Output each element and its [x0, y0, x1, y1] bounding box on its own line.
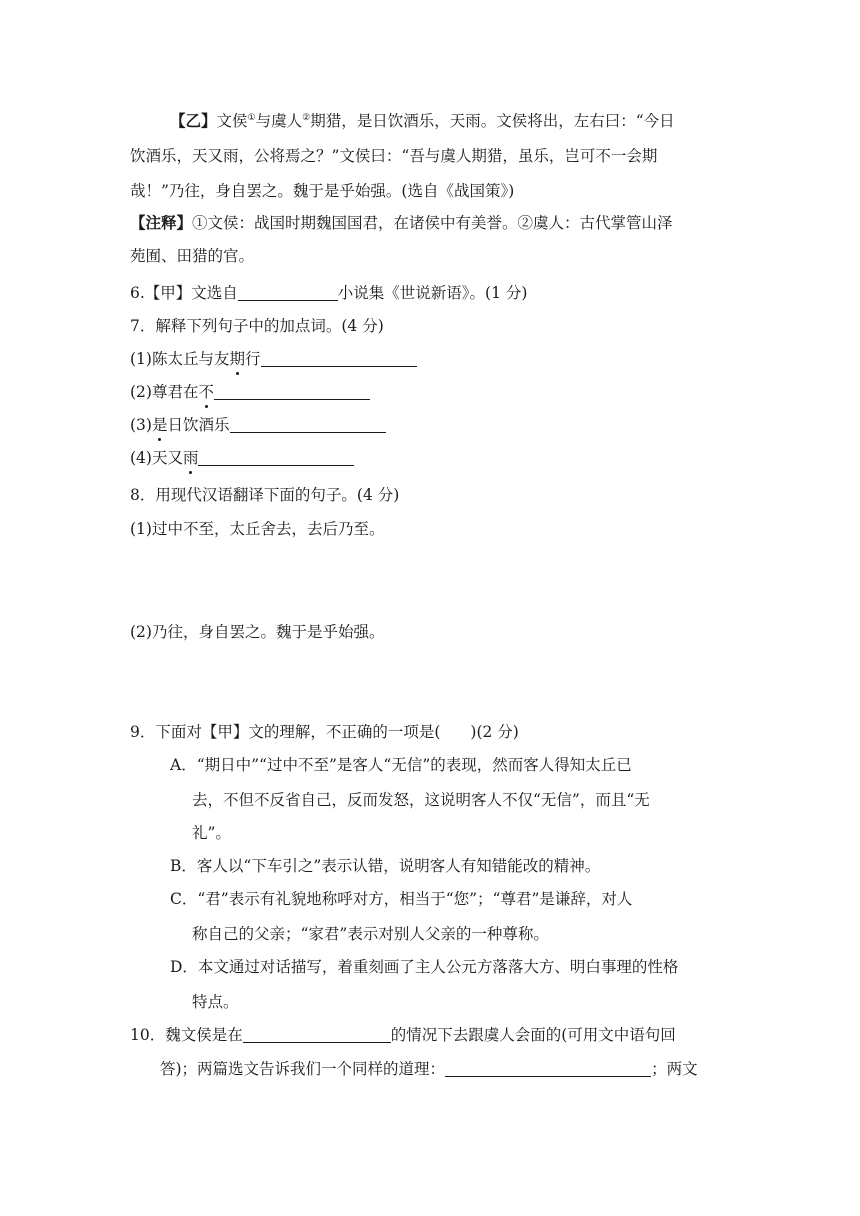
- question-7-item-2: (2)尊君在不: [130, 381, 730, 403]
- dotted-word: 雨: [182, 449, 199, 467]
- option-a-line-1: A．“期日中”“过中不至”是客人“无信”的表现，然而客人得知太丘已: [170, 756, 632, 774]
- option-d-line-2: 特点。: [192, 993, 239, 1011]
- footnote-ref-2: ②: [302, 112, 311, 123]
- option-c-line-1: C．“君”表示有礼貌地称呼对方，相当于“您”；“尊君”是谦辞，对人: [170, 890, 633, 908]
- answer-blank-q10-2[interactable]: [445, 1060, 651, 1077]
- question-7-item-3: (3)是日饮酒乐: [130, 414, 730, 436]
- question-9-stem: 9．下面对【甲】文的理解，不正确的一项是( )(2 分): [130, 723, 519, 741]
- passage-yi-line-2: 饮酒乐，天又雨，公将焉之？”文侯曰：“吾与虞人期猎，虽乐，岂可不一会期: [130, 147, 658, 165]
- answer-blank-q7-3[interactable]: [230, 416, 386, 433]
- question-7-item-1: (1)陈太丘与友期行: [130, 348, 730, 370]
- question-10-line-2: 答)；两篇选文告诉我们一个同样的道理： ；两文: [160, 1060, 698, 1078]
- question-8-stem: 8．用现代汉语翻译下面的句子。(4 分): [130, 486, 400, 504]
- dotted-word: 不: [198, 383, 214, 401]
- footnote-ref-1: ①: [247, 112, 256, 123]
- dotted-word: 期: [229, 350, 245, 368]
- option-a-line-2: 去，不但不反省自己，反而发怒，这说明客人不仅“无信”，而且“无: [192, 791, 650, 809]
- option-d-line-1: D．本文通过对话描写，着重刻画了主人公元方落落大方、明白事理的性格: [170, 958, 679, 976]
- passage-yi-line-1: 【乙】文侯①与虞人②期猎，是日饮酒乐，天雨。文侯将出，左右曰：“今日: [170, 111, 675, 130]
- passage-yi-line-3: 哉！”乃往，身自罢之。魏于是乎始强。(选自《战国策》): [130, 182, 515, 200]
- option-c-line-2: 称自己的父亲；“家君”表示对别人父亲的一种尊称。: [192, 925, 549, 943]
- passage-yi-label: 【乙】: [170, 111, 217, 130]
- option-a-line-3: 礼”。: [192, 824, 231, 842]
- question-7-item-4: (4)天又雨: [130, 447, 730, 469]
- answer-blank-q6[interactable]: [238, 284, 338, 301]
- question-10-line-1: 10．魏文侯是在 的情况下去跟虞人会面的(可用文中语句回: [130, 1026, 676, 1044]
- option-b: B．客人以“下车引之”表示认错，说明客人有知错能改的精神。: [170, 857, 601, 875]
- notes-line-2: 苑囿、田猎的官。: [130, 247, 255, 265]
- answer-blank-q7-4[interactable]: [198, 449, 354, 466]
- dotted-word: 是: [151, 416, 168, 434]
- notes-label: 【注释】: [130, 213, 193, 232]
- notes-line-1: 【注释】①文侯：战国时期魏国国君，在诸侯中有美誉。②虞人：古代掌管山泽: [130, 213, 673, 232]
- question-7-stem: 7．解释下列句子中的加点词。(4 分): [130, 317, 384, 335]
- answer-blank-q7-2[interactable]: [214, 383, 370, 400]
- question-6: 6.【甲】文选自 小说集《世说新语》。(1 分): [130, 284, 528, 302]
- answer-blank-q7-1[interactable]: [261, 350, 417, 367]
- answer-blank-q10-1[interactable]: [243, 1026, 391, 1043]
- question-8-sentence-2: (2)乃往，身自罢之。魏于是乎始强。: [130, 623, 385, 641]
- question-8-sentence-1: (1)过中不至，太丘舍去，去后乃至。: [130, 520, 385, 538]
